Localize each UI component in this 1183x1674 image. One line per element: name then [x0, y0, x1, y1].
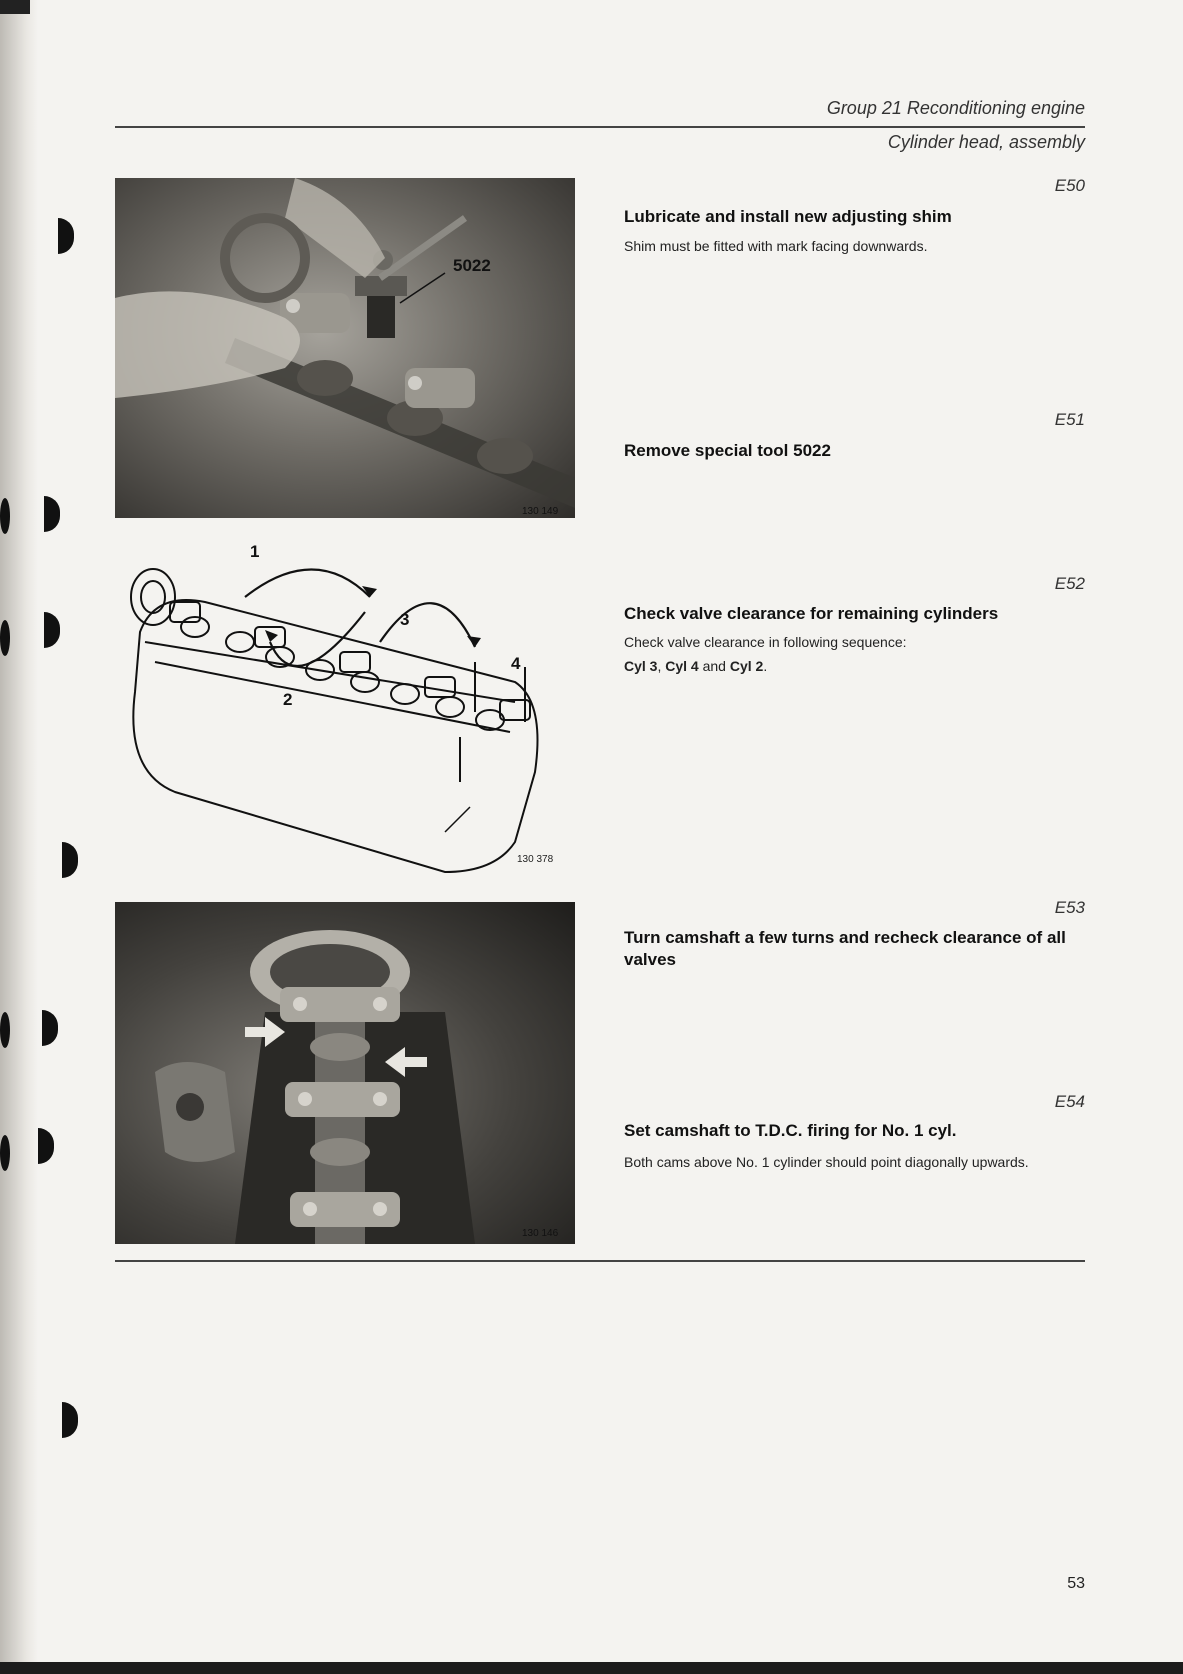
footer-rule	[115, 1260, 1085, 1262]
group-title: Group 21 Reconditioning engine	[826, 98, 1085, 118]
step-code-e53: E53	[1054, 898, 1085, 917]
binder-hole	[0, 498, 10, 534]
step-code-e51: E51	[1054, 410, 1085, 429]
figure-photo-camshaft	[115, 902, 575, 1244]
scan-corner	[0, 0, 30, 14]
photo-illustration	[115, 902, 575, 1244]
binder-hole	[58, 218, 74, 254]
binder-hole	[44, 612, 60, 648]
step-code-e50: E50	[1054, 176, 1085, 195]
step-body-e54: Both cams above No. 1 cylinder should point diagonally upwards.	[624, 1154, 1029, 1170]
binder-edge-shadow	[0, 0, 38, 1674]
binder-hole	[0, 1012, 10, 1048]
section-title: Cylinder head, assembly	[887, 132, 1085, 152]
callout-4: 4	[511, 654, 521, 673]
figure-number: 130 378	[517, 854, 554, 865]
binder-hole	[44, 496, 60, 532]
binder-hole	[42, 1010, 58, 1046]
header-rule	[115, 126, 1085, 128]
callout-2: 2	[283, 690, 293, 709]
figure-number: 130 146	[522, 1228, 559, 1239]
callout-3: 3	[400, 610, 410, 629]
step-heading-e50: Lubricate and install new adjusting shim	[624, 207, 952, 226]
cyl-4: Cyl 4	[665, 658, 699, 674]
separator: and	[698, 658, 730, 674]
step-heading-e52: Check valve clearance for remaining cylinders	[624, 604, 999, 623]
cyl-2: Cyl 2	[729, 658, 764, 674]
cylinder-head-drawing	[115, 542, 575, 887]
binder-hole	[38, 1128, 54, 1164]
binder-hole	[62, 842, 78, 878]
figure-number: 130 149	[522, 506, 559, 517]
step-body-e52-sequence	[624, 656, 1094, 677]
cyl-3: Cyl 3	[624, 658, 658, 674]
figure-photo-tool-5022	[115, 178, 575, 518]
step-code-e54: E54	[1054, 1092, 1085, 1111]
binder-hole	[0, 1135, 10, 1171]
scan-bottom-edge	[0, 1662, 1183, 1674]
step-code-e52: E52	[1054, 574, 1085, 593]
separator: ,	[657, 658, 666, 674]
photo-illustration	[115, 178, 575, 518]
callout-5022: 5022	[453, 256, 491, 275]
step-body-e52: Check valve clearance in following sequence:	[624, 634, 907, 650]
step-heading-e51: Remove special tool 5022	[624, 441, 831, 460]
figure-valve-sequence-diagram	[115, 542, 575, 887]
binder-hole	[62, 1402, 78, 1438]
step-body-e50: Shim must be fitted with mark facing downwards.	[624, 238, 928, 254]
page-number: 53	[1067, 1575, 1085, 1592]
callout-1: 1	[250, 542, 260, 561]
step-heading-e54: Set camshaft to T.D.C. firing for No. 1 cyl.	[624, 1121, 957, 1140]
binder-hole	[0, 620, 10, 656]
period: .	[763, 658, 768, 674]
step-heading-e53: Turn camshaft a few turns and recheck clearance of all valves	[624, 928, 1066, 969]
